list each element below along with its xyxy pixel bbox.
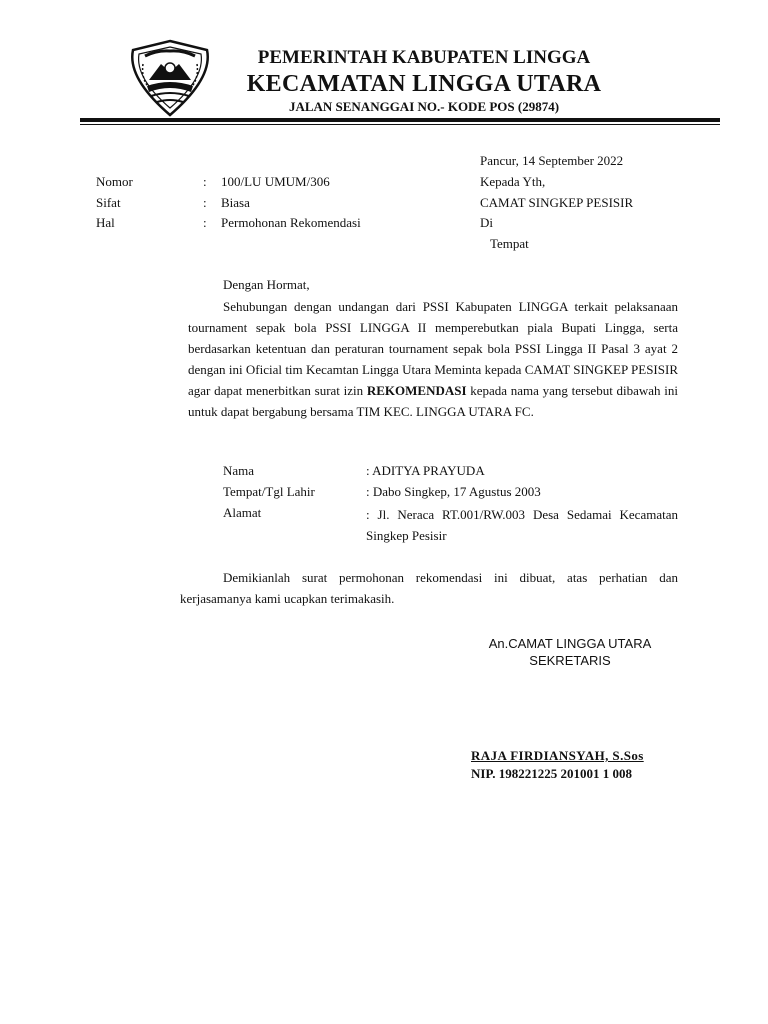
identity-birth-label: Tempat/Tgl Lahir: [223, 484, 315, 499]
subject-colon: :: [203, 215, 207, 230]
recipient-place: Tempat: [490, 236, 529, 251]
district-title: KECAMATAN LINGGA UTARA: [246, 71, 602, 97]
number-label: Nomor: [96, 174, 133, 189]
identity-address-label: Alamat: [223, 505, 262, 520]
signer-nip: NIP. 198221225 201001 1 008: [471, 766, 632, 781]
subject-label: Hal: [96, 215, 115, 230]
identity-name-label: Nama: [223, 463, 255, 478]
letter-date: Pancur, 14 September 2022: [480, 153, 624, 168]
signature-position: SEKRETARIS: [529, 653, 611, 668]
signer-name: RAJA FIRDIANSYAH, S.Sos: [471, 748, 644, 763]
salutation: Dengan Hormat,: [223, 277, 310, 292]
signature-on-behalf: An.CAMAT LINGGA UTARA: [488, 636, 652, 651]
government-title: PEMERINTAH KABUPATEN LINGGA: [257, 47, 591, 68]
body-text-bold: REKOMENDASI: [366, 383, 467, 398]
office-address: JALAN SENANGGAI NO.- KODE POS (29874): [288, 99, 560, 114]
identity-address-value: : Jl. Neraca RT.001/RW.003 Desa Sedamai Kecamatan Singkep Pesisir: [366, 507, 678, 543]
recipient-at: Di: [480, 215, 493, 230]
nature-colon: :: [203, 195, 207, 210]
letter-subject: Permohonan Rekomendasi: [221, 215, 361, 230]
number-colon: :: [203, 174, 207, 189]
body-text-part2: kepada nama yang tersebut dibawah ini untuk dapat bergabung bersama TIM KEC. LINGGA UTARA FC.: [188, 383, 678, 419]
letterhead-divider: [80, 118, 720, 122]
body-text-part1: Sehubungan dengan undangan dari PSSI Kabupaten LINGGA terkait pelaksanaan tournament sepak bola PSSI LINGGA II memperebutkan piala Bupati Lingga, serta berdasarkan ketentuan dan peraturan tournament sepak bola PSSI Lingga II Pasal 3 ayat 2 dengan ini Oficial tim Kecamtan Lingga Utara Meminta kepada CAMAT SINGKEP PESISIR agar dapat menerbitkan surat izin: [188, 299, 678, 398]
recipient-name: CAMAT SINGKEP PESISIR: [480, 195, 634, 210]
recipient-to: Kepada Yth,: [480, 174, 546, 189]
letter-nature: Biasa: [221, 195, 250, 210]
letterhead-divider-thin: [80, 124, 720, 125]
nature-label: Sifat: [96, 195, 121, 210]
identity-name-value: : ADITYA PRAYUDA: [366, 463, 485, 478]
identity-birth-value: : Dabo Singkep, 17 Agustus 2003: [366, 484, 541, 499]
letter-number: 100/LU UMUM/306: [221, 174, 330, 189]
body-paragraph: [188, 296, 678, 422]
closing-paragraph: Demikianlah surat permohonan rekomendasi ini dibuat, atas perhatian dan kerjasamanya kami ucapkan terimakasih.: [180, 570, 678, 606]
